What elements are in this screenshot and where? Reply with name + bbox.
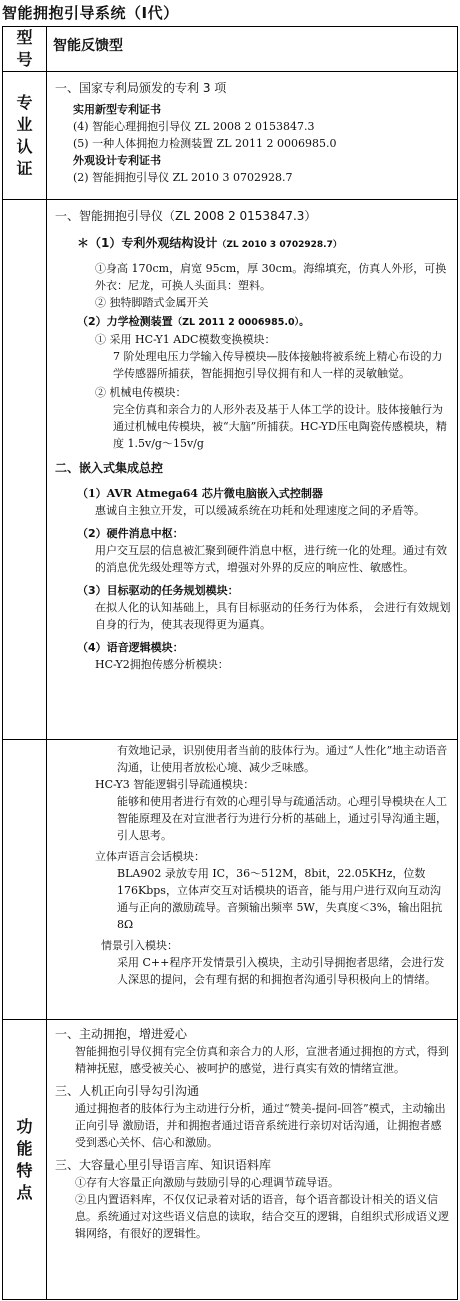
stereo-title: 立体声语言会话模块： [95, 850, 205, 863]
sub2-heading: （2）力学检测装置（ZL 2011 2 0006985.0）。 [77, 315, 309, 328]
s2-item-3-title: （3）目标驱动的任务规划模块： [77, 584, 239, 597]
tech-section-1-title: 一、智能拥抱引导仪（ZL 2008 2 0153847.3） [55, 209, 317, 223]
s2-item-4-title: （4）语音逻辑模块： [77, 641, 184, 654]
feature-2-title: 三、人机正向引导勾引沟通 [55, 1084, 200, 1098]
tech-content [47, 200, 458, 740]
sub2-item-2-text: 完全仿真和亲合力的人形外表及基于人体工学的设计。肢体接触行为通过机械电传模块，被“大脑”所捕获。HC-YD压电陶瓷传感模块，精度 1.5v/g～15v/g [113, 403, 447, 450]
sub1-heading: ＊（1）专利外观结构设计（ZL 2010 3 0702928.7） [77, 236, 342, 250]
header-row [3, 27, 458, 72]
tech-label [3, 200, 47, 740]
feature-3-text-1: ①存有大容量正向激励与鼓励引导的心理调节疏导语。 [75, 1176, 339, 1189]
sub2-item-1: ① 采用 HC-Y1 ADC模数变换模块： [95, 333, 276, 346]
scene-text: 采用 C++程序开发情景引入模块，主动引导拥抱者思绪，会进行发人深思的提问，会有理有据的和拥抱者沟通引导积极向上的情绪。 [117, 956, 445, 986]
certification-content [47, 72, 458, 200]
tech-continued-label [3, 740, 47, 1020]
features-content [47, 1020, 458, 1300]
scene-title: 情景引入模块： [101, 939, 178, 952]
y2-text: 有效地记录，识别使用者当前的肢体行为。通过“人性化”地主动语音沟通，让使用者放松心境、减少乏味感。 [117, 744, 448, 774]
s2-item-3-text: 在拟人化的认知基础上，具有目标驱动的任务行为体系， 会进行有效规划自身的行为，使其表现得更为逼真。 [95, 601, 451, 631]
feature-1-text: 智能拥抱引导仪拥有完全仿真和亲合力的人形，宣泄者通过拥抱的方式，得到精神抚慰，感受被关心、被呵护的感觉，进行真实有效的情绪宣泄。 [75, 1045, 449, 1075]
y3-title: HC-Y3 智能逻辑引导疏通模块： [95, 778, 255, 791]
feature-3-text-2: ②且内置语料库，不仅仅记录着对话的语音，每个语音都设计相关的语义信息。系统通过对这些语义信息的读取，结合交互的逻辑，自组织式形成语义逻辑网络，有很好的逻辑性。 [75, 1193, 449, 1240]
tech-row [3, 200, 458, 740]
y3-text: 能够和使用者进行有效的心理引导与疏通活动。心理引导模块在人工智能原理及在对宣泄者行为进行分析的基础上，通过引导沟通主题，引人思考。 [117, 795, 447, 842]
features-label: 功 能 特 点 [3, 1020, 47, 1300]
s2-item-4-sub: HC-Y2拥抱传感分析模块： [95, 658, 229, 671]
features-row [3, 1020, 458, 1300]
type-value: 智能反馈型 [47, 27, 458, 72]
s2-item-1-title: （1）AVR Atmega64 芯片微电脑嵌入式控制器 [77, 487, 323, 500]
tech-continued-content [47, 740, 458, 1020]
design-item: (2) 智能拥抱引导仪 ZL 2010 3 0702928.7 [73, 171, 293, 184]
feature-2-text: 通过拥抱者的肢体行为主动进行分析，通过“赞美-提问-回答”模式，主动输出正向引导 激励语，并和拥抱者通过语音系统进行亲切对话沟通，让拥抱者感受到悉心关怀、信心和激励。 [75, 1102, 446, 1149]
s2-item-1-text: 惠诚自主独立开发，可以缓减系统在功耗和处理速度之间的矛盾等。 [95, 504, 425, 517]
design-title: 外观设计专利证书 [73, 154, 161, 167]
feature-3-title: 三、大容量心里引导语言库、知识语料库 [55, 1158, 272, 1172]
spec-table [2, 26, 458, 1300]
utility-title: 实用新型专利证书 [73, 103, 161, 116]
feature-1-title: 一、主动拥抱，增进爱心 [55, 1027, 188, 1041]
sub2-item-2: ② 机械电传模块： [95, 386, 187, 399]
s2-item-2-title: （2）硬件消息中枢： [77, 527, 184, 540]
patent-intro: 一、国家专利局颁发的专利 3 项 [55, 81, 227, 95]
utility-item: (4) 智能心理拥抱引导仪 ZL 2008 2 0153847.3 [73, 120, 315, 133]
sub2-item-1-text: 7 阶处理电压力学输入传导模块—肢体接触将被系统上精心布设的力学传感器所捕获，智能拥抱引导仪拥有和人一样的灵敏触觉。 [113, 350, 443, 380]
stereo-text: BLA902 录放专用 IC，36～512M，8bit，22.05KHz，位数 176Kbps，立体声交互对话模块的语音，能与用户进行双向互动沟通与正向的激励疏导。音频输出频率 5W，失真度＜3%，输出阻抗 8Ω [117, 867, 443, 931]
certification-row [3, 72, 458, 200]
page-title: 智能拥抱引导系统（Ⅰ代） [2, 4, 179, 22]
sub1-text-2: ② 独特脚踏式金属开关 [95, 296, 209, 309]
certification-label: 专 业 认 证 [3, 72, 47, 200]
sub1-text: ①身高 170cm，肩宽 95cm，厚 30cm。海绵填充，仿真人外形，可换外衣：尼龙，可换人头面具：塑料。 [95, 262, 447, 292]
tech-continued-row [3, 740, 458, 1020]
tech-section-2-title: 二、嵌入式集成总控 [55, 461, 164, 475]
type-label: 型 号 [3, 27, 47, 72]
s2-item-2-text: 用户交互层的信息被汇聚到硬件消息中枢，进行统一化的处理。通过有效的消息优先级处理等方式，增强对外界的反应的响应性、敏感性。 [95, 544, 447, 574]
utility-item: (5) 一种人体拥抱力检测装置 ZL 2011 2 0006985.0 [73, 137, 337, 150]
